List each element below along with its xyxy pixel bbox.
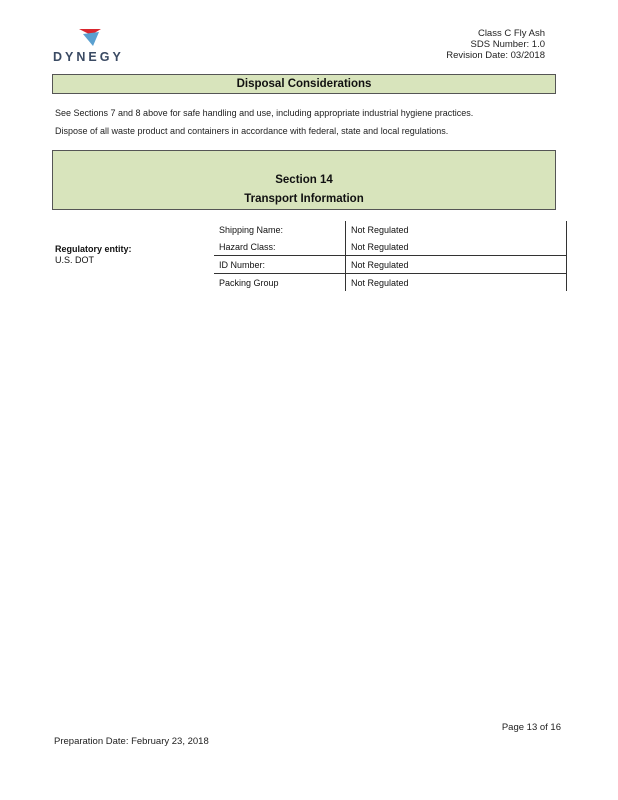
hazard-class-value: Not Regulated	[346, 238, 567, 256]
revision-date: Revision Date: 03/2018	[446, 50, 545, 61]
transport-table	[214, 221, 567, 291]
page-number: Page 13 of 16	[501, 722, 561, 733]
dynegy-logo	[53, 26, 133, 66]
section-14-heading	[52, 150, 556, 210]
table-row	[214, 274, 567, 292]
id-number-value: Not Regulated	[346, 256, 567, 274]
section-title: Transport Information	[244, 193, 364, 205]
disposal-paragraph-2: Dispose of all waste product and containers in accordance with federal, state and local regulations.	[55, 126, 449, 136]
logo-text: DYNEGY	[53, 50, 124, 64]
regulatory-entity-label: Regulatory entity:	[55, 244, 132, 254]
table-row	[214, 238, 567, 256]
id-number-label: ID Number:	[214, 256, 346, 274]
shipping-name-value: Not Regulated	[346, 221, 567, 238]
preparation-date: Preparation Date: February 23, 2018	[54, 736, 209, 747]
table-row	[214, 221, 567, 238]
document-info	[446, 28, 545, 61]
sds-number: SDS Number: 1.0	[470, 39, 545, 50]
section-number: Section 14	[275, 174, 333, 186]
product-name: Class C Fly Ash	[477, 28, 545, 39]
disposal-paragraph-1: See Sections 7 and 8 above for safe handling and use, including appropriate industrial hygiene practices.	[55, 108, 474, 118]
regulatory-entity-value: U.S. DOT	[55, 255, 95, 265]
packing-group-label: Packing Group	[214, 274, 346, 292]
shipping-name-label: Shipping Name:	[214, 221, 346, 238]
packing-group-value: Not Regulated	[346, 274, 567, 292]
hazard-class-label: Hazard Class:	[214, 238, 346, 256]
table-row	[214, 256, 567, 274]
dynegy-logo-mark-icon	[77, 26, 103, 48]
regulatory-entity	[55, 244, 132, 266]
disposal-considerations-heading: Disposal Considerations	[52, 74, 556, 94]
